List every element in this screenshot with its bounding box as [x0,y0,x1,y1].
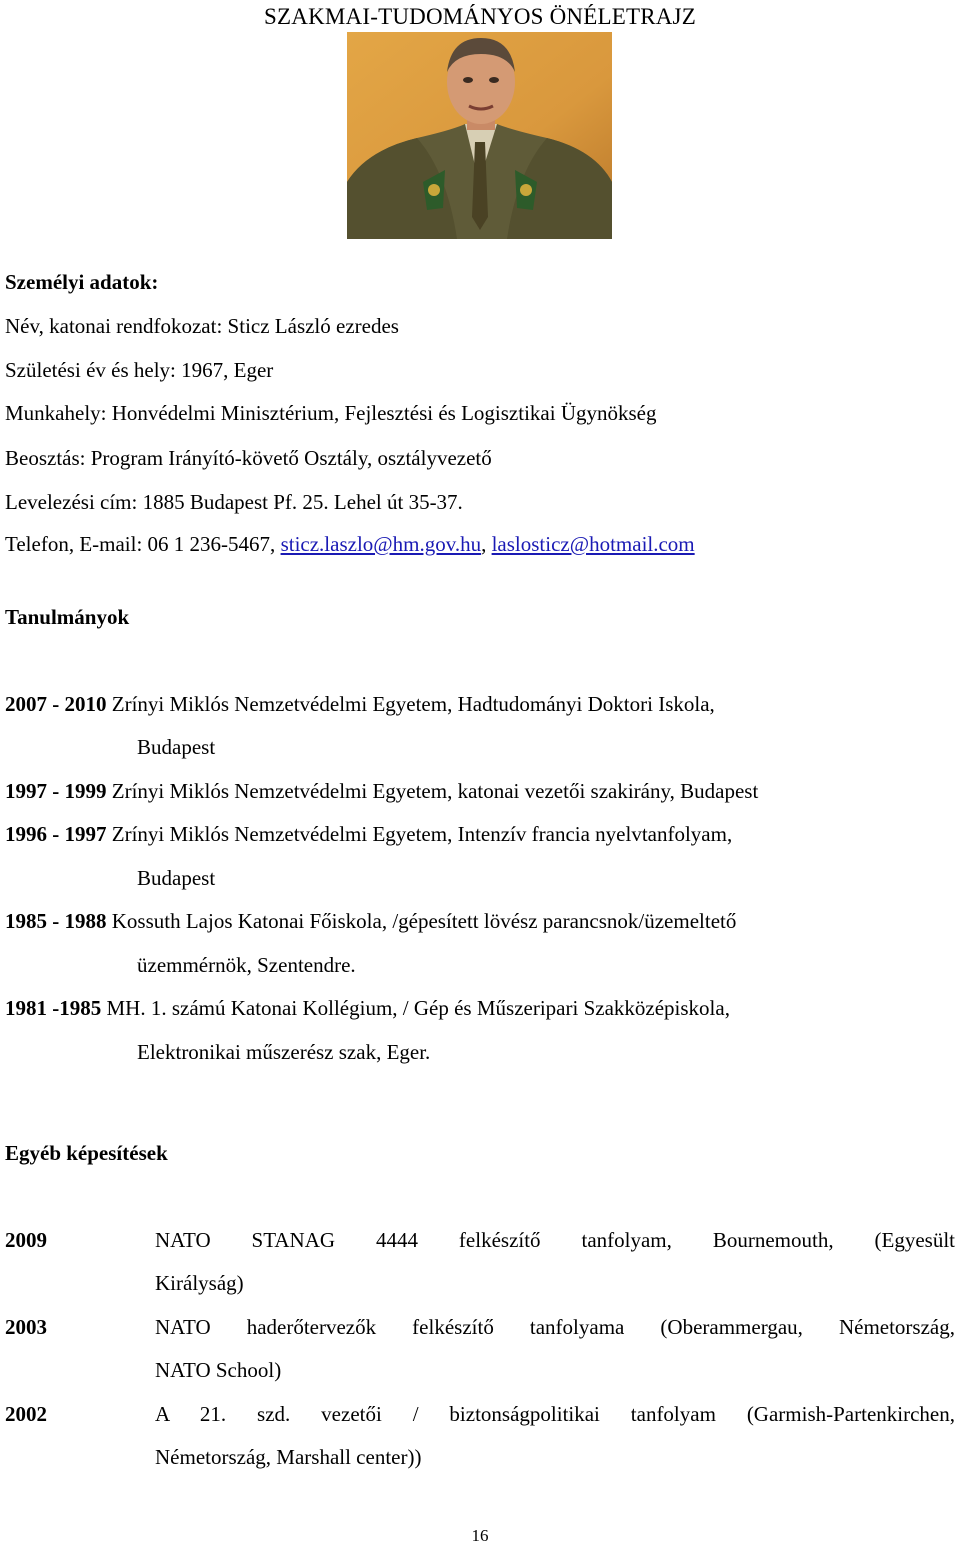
other-qualifications-heading: Egyéb képesítések [5,1141,168,1165]
email-link-work[interactable]: sticz.laszlo@hm.gov.hu [280,532,482,556]
study-years: 1997 - 1999 [5,779,107,803]
contact-line [5,532,695,557]
personal-heading: Személyi adatok: [5,270,159,294]
study-item [5,996,730,1021]
qualification-year: 2009 [5,1228,47,1252]
qualification-text: NATO haderőtervezők felkészítő tanfolyama (Oberammergau, Németország, [155,1315,955,1339]
study-text: Zrínyi Miklós Nemzetvédelmi Egyetem, Intenzív francia nyelvtanfolyam, [106,822,733,846]
studies-heading: Tanulmányok [5,605,130,629]
address-line: Levelezési cím: 1885 Budapest Pf. 25. Lehel út 35-37. [5,490,463,514]
qualification-year: 2003 [5,1315,47,1339]
study-item [5,779,758,804]
name-line: Név, katonai rendfokozat: Sticz László ezredes [5,314,399,338]
page-number: 16 [471,1526,489,1545]
qualification-continuation: Németország, Marshall center)) [155,1445,422,1469]
qualification-year: 2002 [5,1402,47,1426]
position-line: Beosztás: Program Irányító-követő Osztály, osztályvezető [5,446,492,470]
study-years: 1996 - 1997 [5,822,107,846]
study-years: 2007 - 2010 [5,692,107,716]
study-text: Zrínyi Miklós Nemzetvédelmi Egyetem, Hadtudományi Doktori Iskola, [106,692,715,716]
email-link-personal[interactable]: laslosticz@hotmail.com [491,532,695,556]
qualification-text: A 21. szd. vezetői / biztonságpolitikai tanfolyam (Garmish-Partenkirchen, [155,1402,955,1426]
qualification-text: NATO STANAG 4444 felkészítő tanfolyam, Bournemouth, (Egyesült [155,1228,955,1252]
study-item [5,692,715,717]
portrait-photo [347,32,612,239]
document-title: SZAKMAI-TUDOMÁNYOS ÖNÉLETRAJZ [264,4,696,29]
qualification-continuation: Királyság) [155,1271,244,1295]
study-text: MH. 1. számú Katonai Kollégium, / Gép és Műszeripari Szakközépiskola, [101,996,730,1020]
study-continuation: Budapest [137,735,216,759]
contact-prefix: Telefon, E-mail: 06 1 236-5467, [5,532,281,556]
study-text: Kossuth Lajos Katonai Főiskola, /gépesített lövész parancsnok/üzemeltető [106,909,737,933]
email-separator: , [481,532,492,556]
study-item [5,909,736,934]
workplace-line: Munkahely: Honvédelmi Minisztérium, Fejlesztési és Logisztikai Ügynökség [5,401,657,425]
study-years: 1981 -1985 [5,996,102,1020]
study-continuation: üzemmérnök, Szentendre. [137,953,356,977]
study-continuation: Budapest [137,866,216,890]
qualification-continuation: NATO School) [155,1358,282,1382]
study-continuation: Elektronikai műszerész szak, Eger. [137,1040,431,1064]
study-text: Zrínyi Miklós Nemzetvédelmi Egyetem, katonai vezetői szakirány, Budapest [106,779,759,803]
birth-line: Születési év és hely: 1967, Eger [5,358,274,382]
study-years: 1985 - 1988 [5,909,107,933]
study-item [5,822,732,847]
